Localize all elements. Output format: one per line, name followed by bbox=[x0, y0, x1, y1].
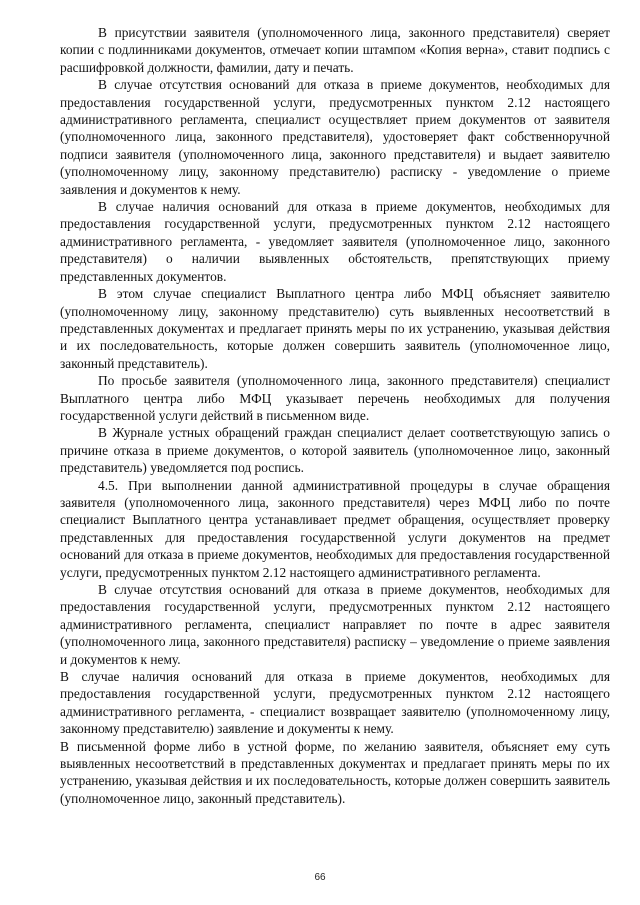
paragraph: По просьбе заявителя (уполномоченного лица, законного представителя) специалист Выплатного центра либо МФЦ указывает перечень необходимых для получения государственной услуги действий в письменном виде. bbox=[60, 373, 610, 423]
paragraph: В присутствии заявителя (уполномоченного лица, законного представителя) сверяет копии с подлинниками документов, отмечает копии штампом «Копия верна», ставит подпись с расшифровкой должности, фамилии, дату и печать. bbox=[60, 25, 610, 75]
paragraph: В Журнале устных обращений граждан специалист делает соответствующую запись о причине отказа в приеме документов, о которой заявитель (уполномоченное лицо, законный представитель) уведомляется под роспись. bbox=[60, 425, 610, 476]
paragraph: В письменной форме либо в устной форме, по желанию заявителя, объясняет ему суть выявленных несоответствий в представленных документах и предлагает принять меры по их устранению, указывая действия и их последовательность, которые должен совершить заявитель (уполномоченное лицо, законный представитель). bbox=[60, 738, 610, 806]
paragraph: В случае отсутствия оснований для отказа в приеме документов, необходимых для предоставления государственной услуги, предусмотренных пунктом 2.12 настоящего административного регламента, специалист направляет по почте в адрес заявителя (уполномоченного лица, законного представителя) расписку – уведомление о приеме заявления и документов к нему. bbox=[60, 582, 610, 667]
document-body bbox=[60, 24, 610, 807]
page-number: 66 bbox=[314, 872, 326, 883]
paragraph: В этом случае специалист Выплатного центра либо МФЦ объясняет заявителю (уполномоченному лицу, законному представителю) суть выявленных несоответствий в представленных документах и предлагает принять меры по их устранению, указывая действия и их последовательность, которые должен совершить заявитель (уполномоченное лицо, законный представитель). bbox=[60, 286, 610, 371]
paragraph: 4.5. При выполнении данной административной процедуры в случае обращения заявителя (уполномоченного лица, законного представителя) через МФЦ либо по почте специалист Выплатного центра устанавливает предмет обращения, осуществляет проверку представленных для предоставления государственной услуги документов на предмет оснований для отказа в приеме документов, необходимых для предоставления государственной услуги, предусмотренных пунктом 2.12 настоящего административного регламента. bbox=[60, 477, 610, 580]
paragraph: В случае наличия оснований для отказа в приеме документов, необходимых для предоставления государственной услуги, предусмотренных пунктом 2.12 настоящего административного регламента, - уведомляет заявителя (уполномоченное лицо, законного представителя) о наличии выявленных обстоятельств, препятствующих приему представленных документов. bbox=[60, 199, 610, 284]
paragraph: В случае отсутствия оснований для отказа в приеме документов, необходимых для предоставления государственной услуги, предусмотренных пунктом 2.12 настоящего административного регламента, специалист осуществляет прием документов от заявителя (уполномоченного лица, законного представителя), удостоверяет факт собственноручной подписи заявителя (уполномоченного лица, законного представителя) и выдает заявителю (уполномоченному лицу, законному представителю) расписку - уведомление о приеме заявления и документов к нему. bbox=[60, 77, 610, 197]
paragraph: В случае наличия оснований для отказа в приеме документов, необходимых для предоставления государственной услуги, предусмотренных пунктом 2.12 настоящего административного регламента, - специалист возвращает заявителю (уполномоченному лицу, законному представителю) заявление и документы к нему. bbox=[60, 669, 610, 737]
